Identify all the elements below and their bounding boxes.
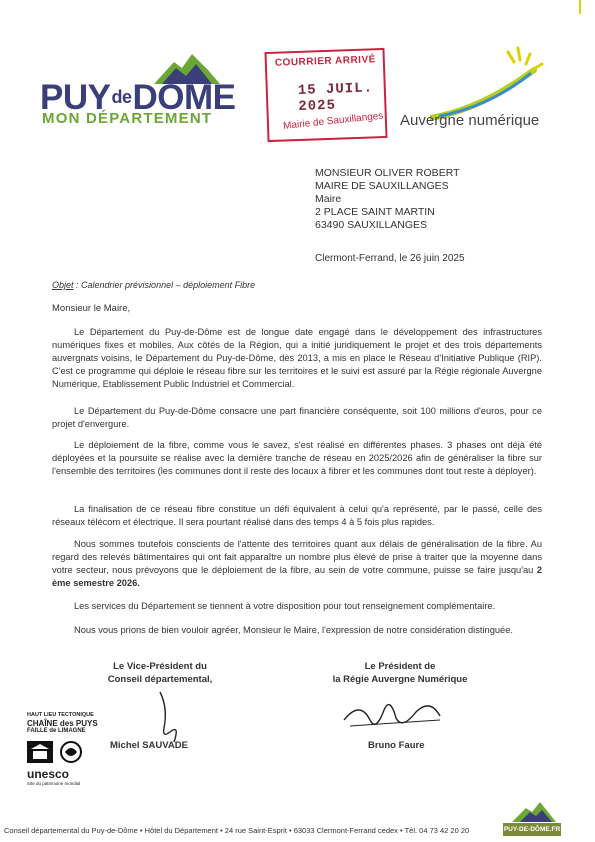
unesco-caption: Site du patrimoine mondial — [27, 781, 81, 786]
partner-name: Auvergne numérique — [400, 112, 540, 129]
unesco-line2: CHAÎNE des PUYS — [27, 719, 98, 728]
paragraph: Le Département du Puy-de-Dôme consacre une part financière conséquente, soit 100 millions d'euros, pour ce projet d'envergure. — [52, 406, 542, 429]
stamp-date: 15 JUIL. 2025 — [297, 80, 374, 115]
signature-left-icon — [140, 688, 200, 744]
paragraph: Nous sommes toutefois conscients de l'attente des territoires quant aux délais de généralisation de la fibre. Au regard des relevés bâtimentaires qui ont fait apparaître un nombre plus élevé de prise à traiter que la moyenne dans votre secteur, nous prévoyons que le déploiement de la fibre, au sein de votre commune, puisse se faire jusqu'au 2 ème semestre 2026. — [52, 539, 542, 588]
department-title: PUYdeDÔME — [40, 78, 236, 117]
recipient-line: MAIRE DE SAUXILLANGES — [315, 180, 449, 192]
subject-label: Objet — [52, 280, 74, 290]
footer-website-badge[interactable]: PUY-DE-DÔME.FR — [503, 823, 561, 836]
paragraph: Le déploiement de la fibre, comme vous le savez, s'est réalisé en différentes phases. 3 phases ont déjà été déployées et la poursuite se réalise avec la dernière tranche de réseau en 2025/2026 afin de généraliser la fibre sur l'ensemble des territoires (les communes dont il reste des locaux à fibrer et les communes dont tout reste à déployer). — [52, 440, 542, 476]
signatory-right-title: Le Président de la Régie Auvergne Numérique — [332, 661, 468, 685]
received-stamp — [264, 48, 387, 142]
subject-text: Calendrier prévisionnel – déploiement Fibre — [81, 280, 256, 290]
swoosh-logo-icon — [430, 40, 550, 120]
subject-line: Objet : Calendrier prévisionnel – déploiement Fibre — [52, 280, 256, 290]
corner-accent — [579, 0, 581, 14]
stamp-top: COURRIER ARRIVÉ — [274, 54, 377, 69]
signatory-left-name: Michel SAUVADE — [110, 740, 188, 751]
recipient-line: Maire — [315, 193, 342, 205]
paragraph: La finalisation de ce réseau fibre constitue un défi équivalent à celui qu'a représenté, par le passé, celle des réseaux télécom et électrique. Il sera pourtant réalisé dans des temps 4 à 5 fois plus rapides. — [52, 504, 542, 527]
unesco-line3: FAILLE de LIMAGNE — [27, 728, 86, 734]
footer-mountain-icon — [512, 800, 556, 822]
paragraph: Nous vous prions de bien vouloir agréer, Monsieur le Maire, l'expression de notre considération distinguée. — [74, 625, 513, 635]
department-logo — [40, 50, 250, 130]
signature-right-icon — [340, 690, 450, 736]
unesco-line1: HAUT LIEU TECTONIQUE — [27, 712, 94, 718]
stamp-bottom: Mairie de Sauxillanges — [282, 110, 384, 132]
department-subtitle: MON DÉPARTEMENT — [42, 110, 213, 127]
recipient-line: MONSIEUR OLIVER ROBERT — [315, 167, 460, 179]
recipient-address — [315, 167, 460, 232]
paragraph: Les services du Département se tiennent à votre disposition pour tout renseignement complémentaire. — [74, 601, 496, 611]
signatory-right-name: Bruno Faure — [368, 740, 425, 751]
unesco-block — [27, 712, 107, 812]
footer-address: Conseil départemental du Puy-de-Dôme • Hôtel du Département • 24 rue Saint-Esprit • 63033 Clermont-Ferrand cedex • Tél. 04 73 42 20 20 — [4, 826, 470, 835]
unesco-name: unesco — [27, 767, 70, 781]
deadline: 2 ème semestre 2026. — [52, 565, 542, 588]
greeting: Monsieur le Maire, — [52, 303, 131, 314]
recipient-line: 63490 SAUXILLANGES — [315, 219, 428, 231]
signatory-left-title: Le Vice-Président du Conseil départemental, — [107, 661, 213, 685]
paragraph: Le Département du Puy-de-Dôme est de longue date engagé dans le développement des infrastructures numériques fixes et mobiles. Aux côtés de la Région, qui a initié juridiquement le projet et des trois départements auvergnats voisins, le Département du Puy-de-Dôme, dès 2013, a mis en place le Réseau d'Initiative Publique (RIP). C'est ce programme qui déploie le réseau fibre sur les territoires et le suivi est assuré par la Régie régionale Auvergne Numérique, Etablissement Public Industriel et Commercial. — [52, 327, 542, 389]
place-date: Clermont-Ferrand, le 26 juin 2025 — [315, 253, 465, 264]
recipient-line: 2 PLACE SAINT MARTIN — [315, 206, 435, 218]
partner-logo — [400, 40, 550, 130]
unesco-emblem-icon — [27, 741, 91, 763]
